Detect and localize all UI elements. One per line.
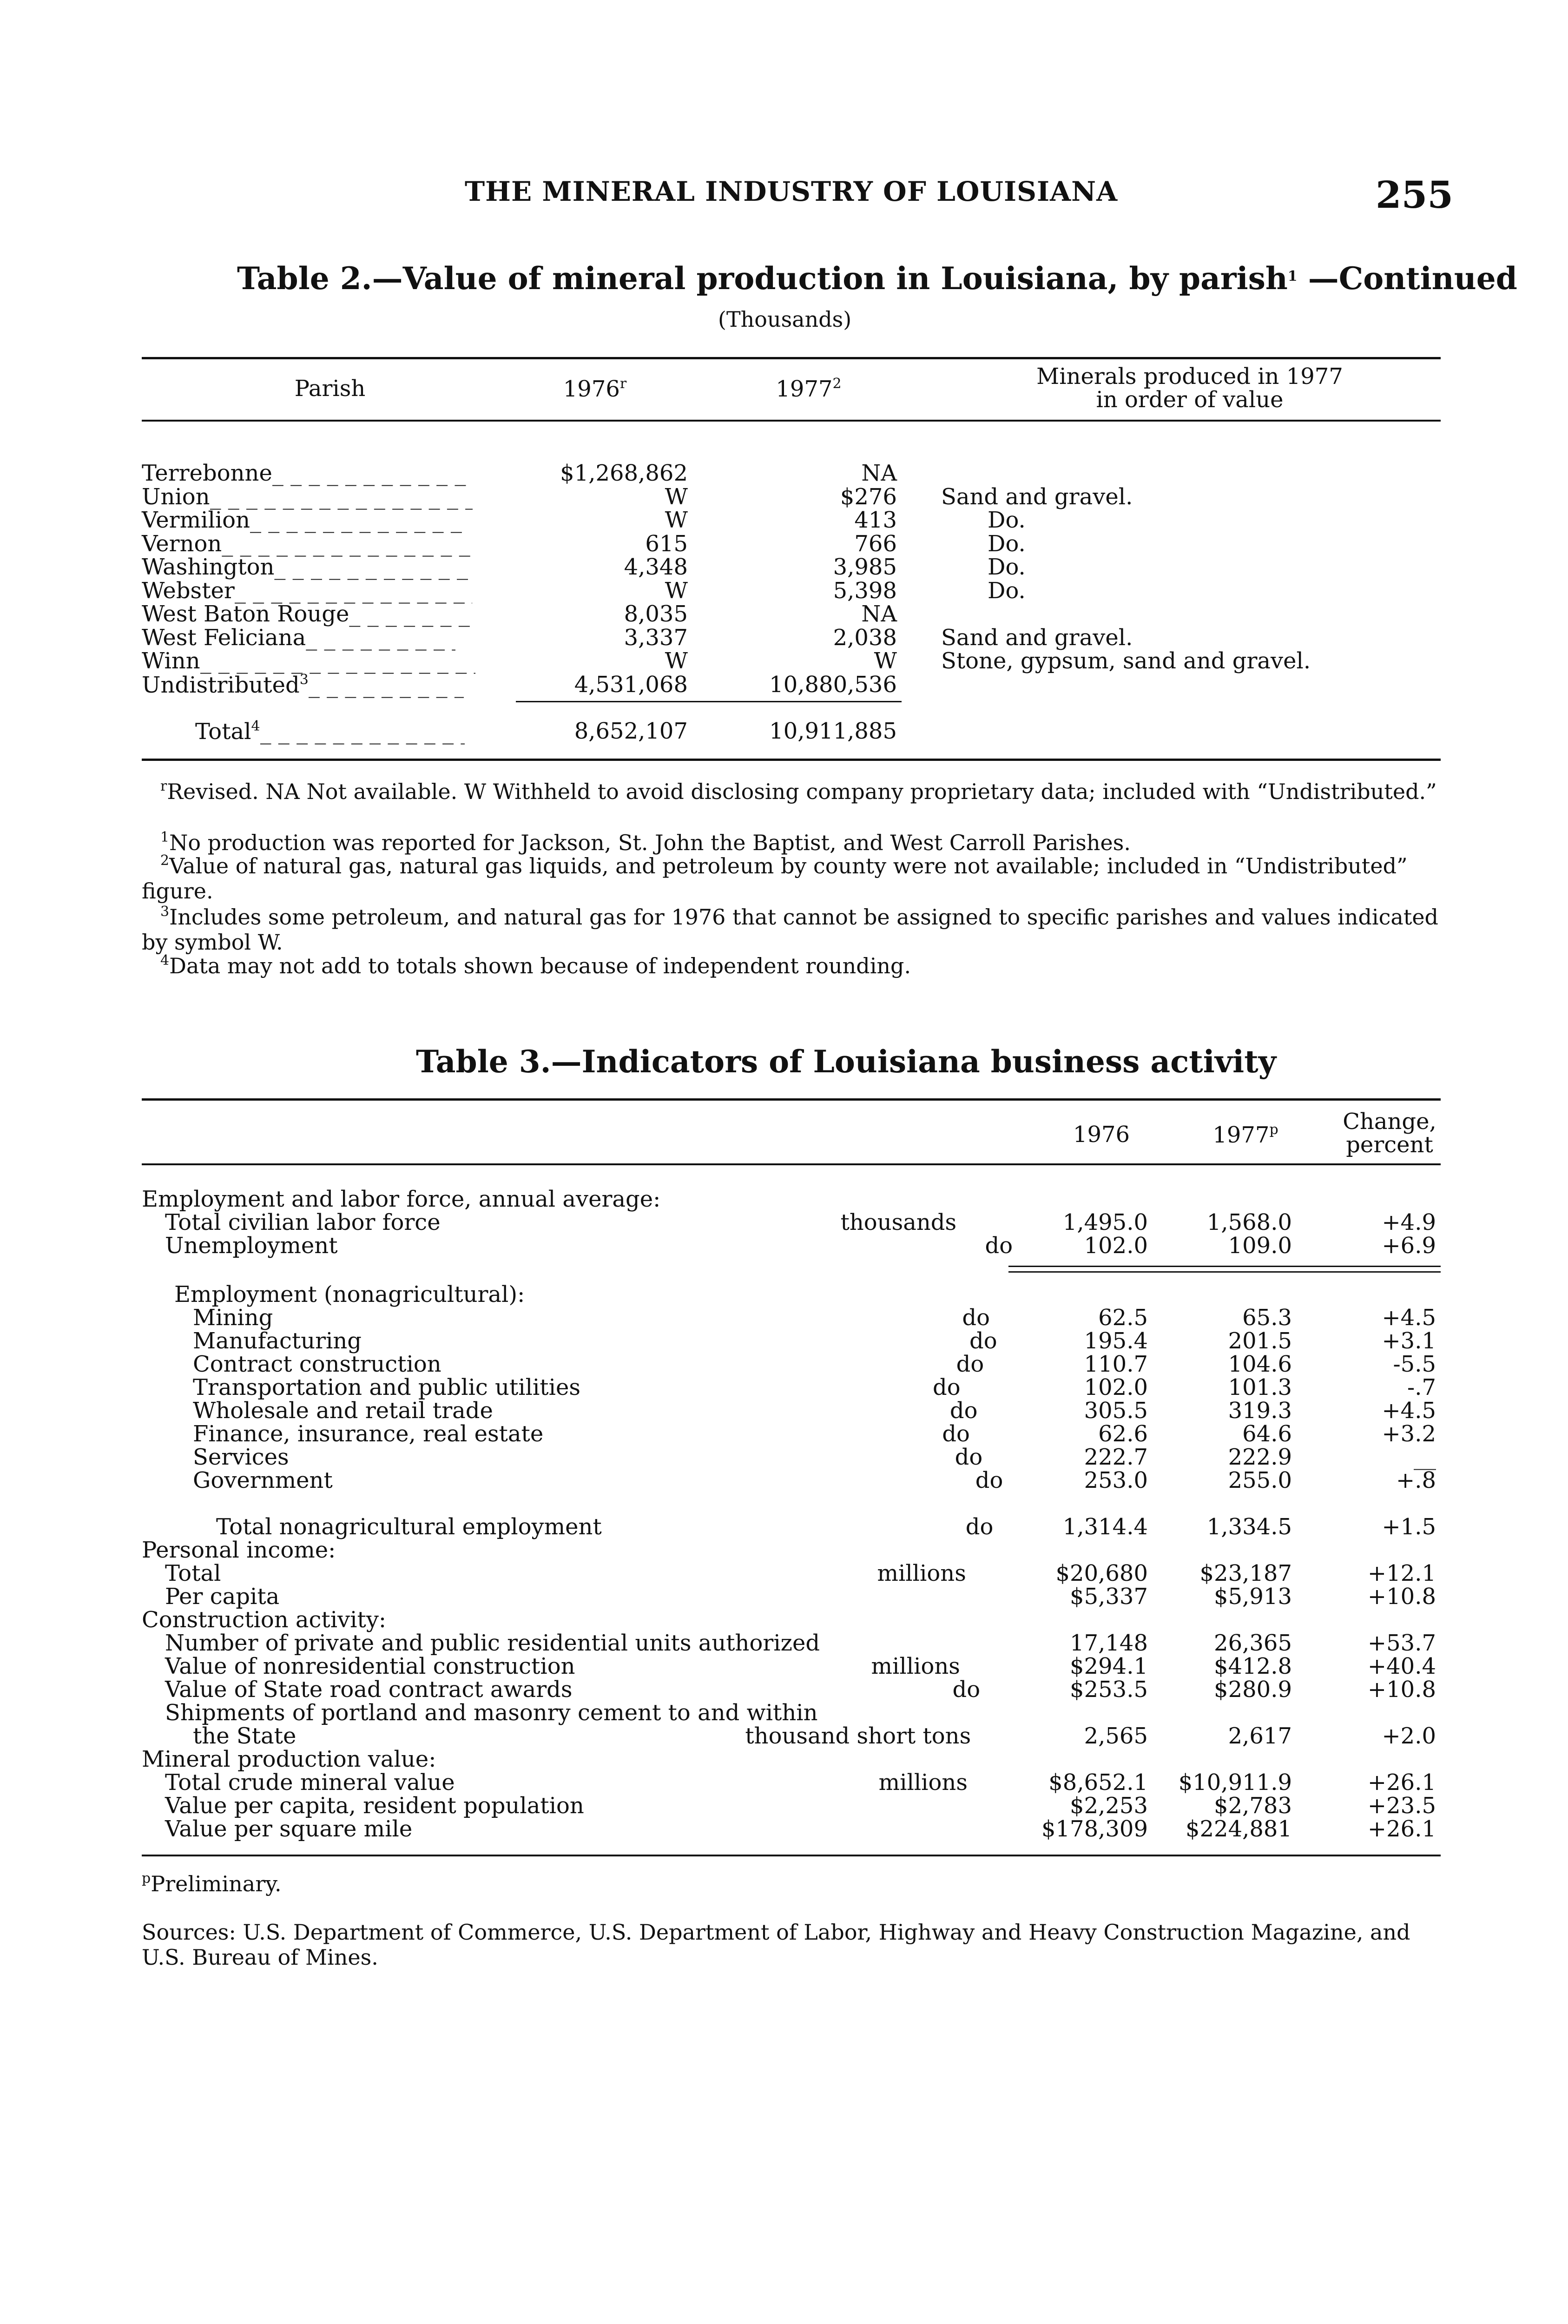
- table3-cell-1976: $294.1: [1070, 1653, 1148, 1679]
- table3-cell-change: +1.5: [1382, 1514, 1436, 1540]
- page-number: 255: [1376, 173, 1453, 217]
- table3-cell-1977: $5,913: [1214, 1584, 1292, 1610]
- table3-cell-change: +26.1: [1367, 1769, 1436, 1796]
- table3-cell-1976: 102.0: [1084, 1233, 1148, 1259]
- table3-cell-1977: $280.9: [1214, 1677, 1292, 1703]
- table3-row-label: Employment (nonagricultural):: [174, 1281, 525, 1307]
- table3-cell-1976: 1,495.0: [1062, 1209, 1148, 1235]
- table3-cell-change: __: [1414, 1444, 1436, 1470]
- table3-cell-1977: 65.3: [1242, 1305, 1292, 1331]
- table3-cell-1977: 64.6: [1242, 1421, 1292, 1447]
- table2-cell-1976: 4,531,068: [574, 672, 688, 698]
- table2-total-1977: 10,911,885: [769, 718, 897, 744]
- table3-cell-1977: 2,617: [1228, 1723, 1292, 1749]
- table3-cell-change: +4.5: [1382, 1305, 1436, 1331]
- table3-cell-1977: 109.0: [1228, 1233, 1292, 1259]
- table3-row-label: Per capita_ _ _: [165, 1585, 1016, 1608]
- table3-cell-1977: 201.5: [1228, 1328, 1292, 1354]
- table2-cell-minerals: Sand and gravel.: [941, 484, 1133, 510]
- table3-row-label: Value per square mile_ _ _: [165, 1817, 1021, 1841]
- table2-note: $^3$Includes some petroleum, and natural gas for 1976 that cannot be assigned to specific parishes and values indicated by symbol W.: [142, 904, 1438, 955]
- table2-cell-1976: W: [665, 648, 688, 674]
- table3-cell-1977: $2,783: [1214, 1793, 1292, 1819]
- table3-cell-1977: 26,365: [1214, 1630, 1292, 1656]
- table3-row-label: Total nonagricultural employment_ _ _ do_ _ _: [216, 1515, 1026, 1538]
- table3-row-label: Construction activity:: [142, 1607, 387, 1633]
- table3-cell-1977: 319.3: [1228, 1398, 1292, 1424]
- table3-cell-1976: $5,337: [1070, 1584, 1148, 1610]
- table3-cell-1976: 102.0: [1084, 1374, 1148, 1400]
- table3-cell-1977: 222.9: [1228, 1444, 1292, 1470]
- table3-cell-change: +2.0: [1382, 1723, 1436, 1749]
- table2-bottom-rule: [142, 759, 1441, 761]
- table2-cell-1976: 615: [645, 531, 688, 557]
- table2-note: $^4$Data may not add to totals shown because of independent rounding.: [160, 952, 911, 978]
- table2-row-parish: Webster_ _ _: [142, 578, 472, 604]
- table3-double-rule-1: [1008, 1266, 1441, 1267]
- table3-cell-1976: 305.5: [1084, 1398, 1148, 1424]
- table3-cell-1977: 1,334.5: [1206, 1514, 1292, 1540]
- table2-cell-1977: 766: [854, 531, 897, 557]
- table2-cell-1977: 2,038: [833, 625, 897, 651]
- table3-cell-1976: $2,253: [1070, 1793, 1148, 1819]
- table2-note: $^1$No production was reported for Jackson, St. John the Baptist, and West Carroll Parishes.: [160, 829, 1131, 855]
- table3-cell-change: +12.1: [1367, 1560, 1436, 1586]
- table3-cell-change: -5.5: [1393, 1351, 1436, 1377]
- table2-total-rule: [516, 701, 902, 702]
- table2-cell-1977: 5,398: [833, 578, 897, 604]
- table3-header-rule: [142, 1163, 1441, 1165]
- table3-cell-change: +53.7: [1367, 1630, 1436, 1656]
- table3-bottom-rule: [142, 1855, 1441, 1856]
- table3-row-label: Number of private and public residential units authorized_ _ _: [165, 1631, 1010, 1655]
- table2-cell-1977: NA: [861, 601, 897, 627]
- table2-cell-1977: 3,985: [833, 554, 897, 580]
- table3-col-change: Change, percent: [1343, 1109, 1436, 1158]
- table3-row-label: Government_ _ _ do_ _ _: [193, 1469, 1035, 1492]
- table3-row-label: Total_ _ _ millions_ _ _: [165, 1562, 999, 1585]
- table3-top-rule: [142, 1098, 1441, 1101]
- table2-cell-1976: 4,348: [624, 554, 688, 580]
- table3-cell-1976: $20,680: [1055, 1560, 1148, 1586]
- table2-cell-1976: W: [665, 578, 688, 604]
- table2-total-label: Total$^4$_ _ _: [195, 718, 465, 745]
- table2-row-parish: Terrebonne_ _ _: [142, 460, 472, 486]
- table3-cell-1977: $10,911.9: [1178, 1769, 1292, 1796]
- table2-cell-1977: 10,880,536: [769, 672, 897, 698]
- table2-note: $^r$Revised. NA Not available. W Withheld to avoid disclosing company proprietary data; included with “Undistributed.”: [160, 778, 1437, 804]
- table2-note: $^2$Value of natural gas, natural gas liquids, and petroleum by county were not available; included in “Undistributed” figure.: [142, 852, 1408, 904]
- table2-cell-1976: $1,268,862: [560, 460, 688, 486]
- table2-top-rule: [142, 357, 1441, 359]
- table3-row-label: Contract construction_ _ _ do_ _ _: [193, 1353, 1016, 1376]
- table3-col-1977: 1977$^p$: [1212, 1122, 1278, 1148]
- table3-row-label: Transportation and public utilities_ _ _ do_ _ _: [193, 1376, 993, 1399]
- table2-cell-1976: W: [665, 507, 688, 533]
- table3-double-rule-2: [1008, 1271, 1441, 1273]
- table3-row-label: Mineral production value:: [142, 1746, 436, 1772]
- table3-row-label: Manufacturing_ _ _ do_ _ _: [193, 1329, 1030, 1353]
- table2-col-1976: 1976$^r$: [563, 376, 627, 402]
- table2-header-rule: [142, 420, 1441, 422]
- table3-title: Table 3.—Indicators of Louisiana business activity: [416, 1043, 1277, 1080]
- table3-row-label: Total crude mineral value_ _ _ millions_ _ _: [165, 1771, 1000, 1794]
- table3-row-label: Value of nonresidential construction_ _ _ millions_ _ _: [165, 1655, 993, 1678]
- table3-row-label: Services_ _ _ do_ _ _: [193, 1446, 1015, 1469]
- table2-col-minerals: Minerals produced in 1977 in order of value: [1036, 363, 1343, 413]
- table3-cell-1976: 110.7: [1084, 1351, 1148, 1377]
- table3-cell-change: +23.5: [1367, 1793, 1436, 1819]
- table3-row-label: the State_ _ _ thousand short tons_ _ _: [193, 1724, 1003, 1748]
- table3-cell-change: +26.1: [1367, 1816, 1436, 1842]
- table3-row-label: Mining_ _ _ do_ _ _: [193, 1306, 1022, 1329]
- table3-cell-1976: 1,314.4: [1062, 1514, 1148, 1540]
- table3-cell-1976: $178,309: [1041, 1816, 1148, 1842]
- table3-row-label: Unemployment_ _ _ do_ _ _: [165, 1234, 1045, 1257]
- table2-col-1977: 1977$^2$: [776, 376, 842, 402]
- table3-cell-change: -.7: [1407, 1374, 1436, 1400]
- table2-row-parish: Union_ _ _: [142, 484, 473, 510]
- table2-row-parish: Washington_ _ _: [142, 554, 474, 580]
- table2-cell-1977: W: [874, 648, 897, 674]
- table3-cell-change: +10.8: [1367, 1677, 1436, 1703]
- table2-cell-1977: NA: [861, 460, 897, 486]
- running-header: THE MINERAL INDUSTRY OF LOUISIANA: [465, 176, 1118, 207]
- table2-row-parish: Winn_ _ _: [142, 648, 475, 674]
- table2-cell-minerals: Sand and gravel.: [941, 625, 1133, 651]
- table2-cell-1977: 413: [854, 507, 897, 533]
- table3-row-label: Value per capita, resident population_ _ _: [165, 1794, 1007, 1817]
- table2-cell-minerals: Do.: [988, 531, 1026, 557]
- table3-cell-change: +3.2: [1382, 1421, 1436, 1447]
- table3-cell-change: +40.4: [1367, 1653, 1436, 1679]
- table3-cell-1976: 62.5: [1098, 1305, 1148, 1331]
- table2-row-parish: West Baton Rouge_ _ _: [142, 601, 474, 627]
- table3-row-label: Personal income:: [142, 1537, 336, 1563]
- table3-cell-change: +3.1: [1382, 1328, 1436, 1354]
- table3-cell-1976: 253.0: [1084, 1467, 1148, 1493]
- table2-cell-minerals: Stone, gypsum, sand and gravel.: [941, 648, 1311, 674]
- table2-total-1976: 8,652,107: [574, 718, 688, 744]
- table3-row-label: Total civilian labor force_ _ _ thousands_ _ _: [165, 1211, 989, 1234]
- table3-cell-1977: 104.6: [1228, 1351, 1292, 1377]
- table3-row-label: Wholesale and retail trade_ _ _ do_ _ _: [193, 1399, 1010, 1422]
- table3-cell-1976: 17,148: [1070, 1630, 1148, 1656]
- table2-row-parish: Undistributed$^3$_ _ _: [142, 672, 464, 698]
- table2-cell-1976: W: [665, 484, 688, 510]
- table2-subtitle: (Thousands): [718, 307, 852, 332]
- table2-title: Table 2.—Value of mineral production in Louisiana, by parish$^1$ —Continued: [237, 260, 1517, 297]
- table3-row-label: Value of State road contract awards_ _ _ do_ _ _: [165, 1678, 1013, 1701]
- table2-row-parish: West Feliciana_ _ _: [142, 625, 455, 651]
- table3-cell-change: +.8: [1396, 1467, 1436, 1493]
- table3-cell-1976: 195.4: [1084, 1328, 1148, 1354]
- table3-col-1976: 1976: [1073, 1122, 1130, 1148]
- table2-cell-minerals: Do.: [988, 554, 1026, 580]
- table3-cell-1977: 255.0: [1228, 1467, 1292, 1493]
- table2-row-parish: Vermilion_ _ _: [142, 507, 462, 533]
- table3-cell-change: +10.8: [1367, 1584, 1436, 1610]
- table3-cell-1976: $8,652.1: [1048, 1769, 1148, 1796]
- table3-cell-1977: 1,568.0: [1206, 1209, 1292, 1235]
- table3-cell-1977: 101.3: [1228, 1374, 1292, 1400]
- table2-cell-minerals: Do.: [988, 507, 1026, 533]
- table3-cell-change: +4.9: [1382, 1209, 1436, 1235]
- table3-cell-1976: 222.7: [1084, 1444, 1148, 1470]
- table2-cell-1976: 3,337: [624, 625, 688, 651]
- table3-footnote: $^p$Preliminary.: [142, 1870, 282, 1896]
- table3-cell-1977: $23,187: [1199, 1560, 1292, 1586]
- table3-row-label: Finance, insurance, real estate_ _ _ do_ _ _: [193, 1422, 1002, 1446]
- table3-cell-change: +4.5: [1382, 1398, 1436, 1424]
- table2-cell-1977: $276: [840, 484, 897, 510]
- table3-cell-1976: $253.5: [1070, 1677, 1148, 1703]
- table3-row-label: Employment and labor force, annual average:: [142, 1186, 661, 1212]
- table3-cell-1977: $412.8: [1214, 1653, 1292, 1679]
- table3-cell-1976: 62.6: [1098, 1421, 1148, 1447]
- table3-cell-change: +6.9: [1382, 1233, 1436, 1259]
- table2-cell-minerals: Do.: [988, 578, 1026, 604]
- table2-col-parish: Parish: [294, 376, 366, 402]
- table2-row-parish: Vernon_ _ _: [142, 531, 472, 557]
- table3-cell-1976: 2,565: [1084, 1723, 1148, 1749]
- table3-sources: Sources: U.S. Department of Commerce, U.S. Department of Labor, Highway and Heavy Construction Magazine, and U.S. Bureau of Mines.: [142, 1920, 1410, 1970]
- table3-row-label: Shipments of portland and masonry cement to and within: [165, 1700, 818, 1726]
- table3-cell-1977: $224,881: [1185, 1816, 1292, 1842]
- table2-cell-1976: 8,035: [624, 601, 688, 627]
